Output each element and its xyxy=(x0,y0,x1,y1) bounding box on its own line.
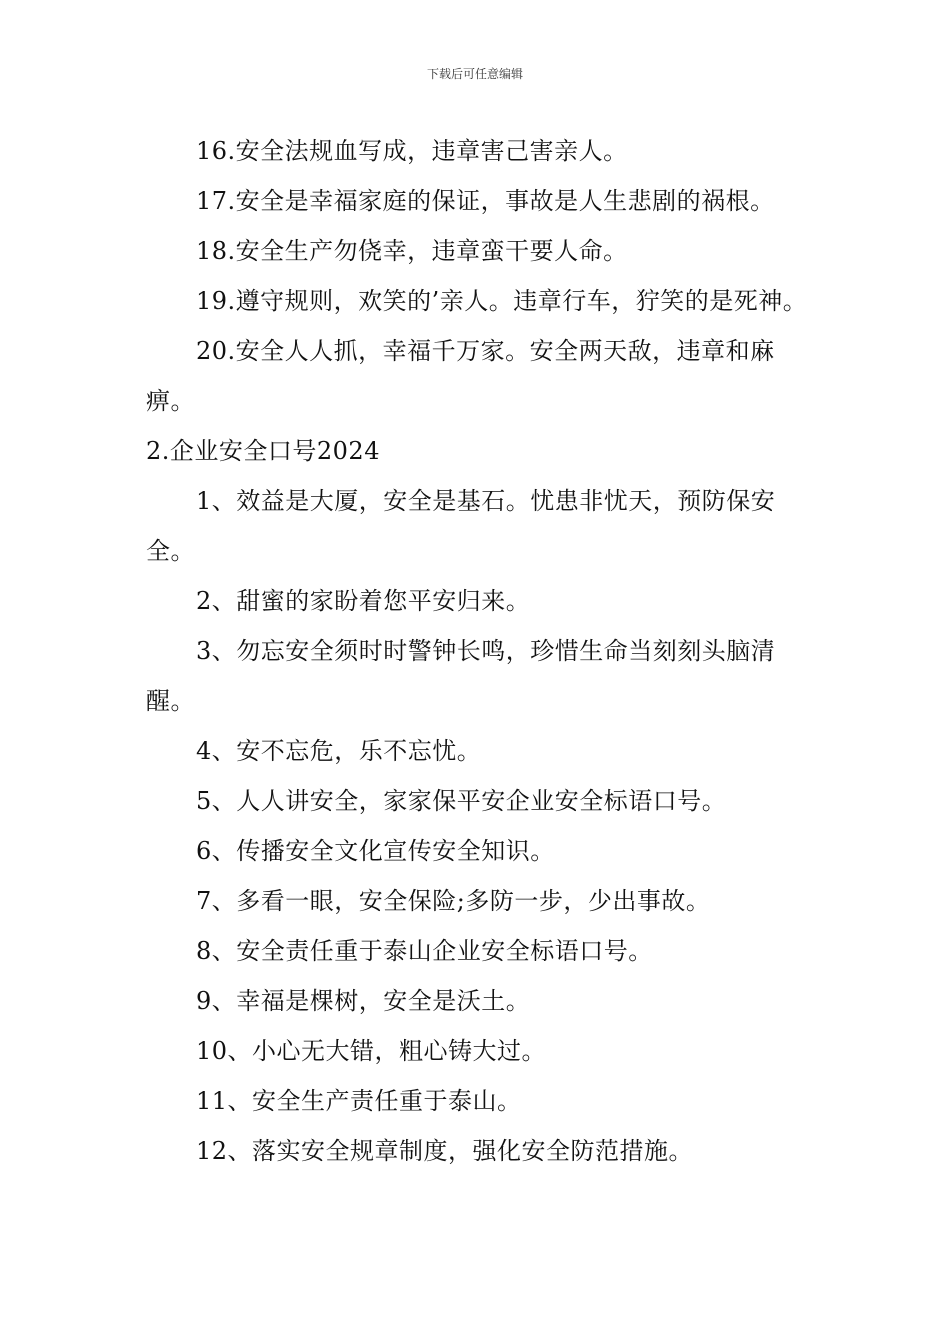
list-item: 16.安全法规血写成，违章害己害亲人。 xyxy=(196,137,628,165)
list-item: 5、人人讲安全，家家保平安企业安全标语口号。 xyxy=(196,787,727,815)
list-item: 10、小心无大错，粗心铸大过。 xyxy=(196,1037,547,1065)
document-body xyxy=(146,126,808,1176)
section-heading: 2.企业安全口号2024 xyxy=(146,437,380,465)
list-item: 8、安全责任重于泰山企业安全标语口号。 xyxy=(196,937,653,965)
list-item: 3、勿忘安全须时时警钟长鸣，珍惜生命当刻刻头脑清醒。 xyxy=(146,637,776,715)
list-item: 1、效益是大厦，安全是基石。忧患非忧天，预防保安全。 xyxy=(146,487,776,565)
list-item: 20.安全人人抓，幸福千万家。安全两天敌，违章和麻痹。 xyxy=(146,337,775,415)
list-item: 17.安全是幸福家庭的保证，事故是人生悲剧的祸根。 xyxy=(196,187,775,215)
list-item: 2、甜蜜的家盼着您平安归来。 xyxy=(196,587,531,615)
list-item: 12、落实安全规章制度，强化安全防范措施。 xyxy=(196,1137,694,1165)
list-item: 7、多看一眼，安全保险;多防一步，少出事故。 xyxy=(196,887,711,915)
list-item: 4、安不忘危，乐不忘忧。 xyxy=(196,737,482,765)
list-item: 18.安全生产勿侥幸，违章蛮干要人命。 xyxy=(196,237,628,265)
list-item: 11、安全生产责任重于泰山。 xyxy=(196,1087,522,1115)
page-header-note: 下载后可任意编辑 xyxy=(426,67,523,81)
list-item: 9、幸福是棵树，安全是沃土。 xyxy=(196,987,531,1015)
list-item: 6、传播安全文化宣传安全知识。 xyxy=(196,837,555,865)
list-item: 19.遵守规则，欢笑的’亲人。违章行车，狞笑的是死神。 xyxy=(196,287,808,315)
